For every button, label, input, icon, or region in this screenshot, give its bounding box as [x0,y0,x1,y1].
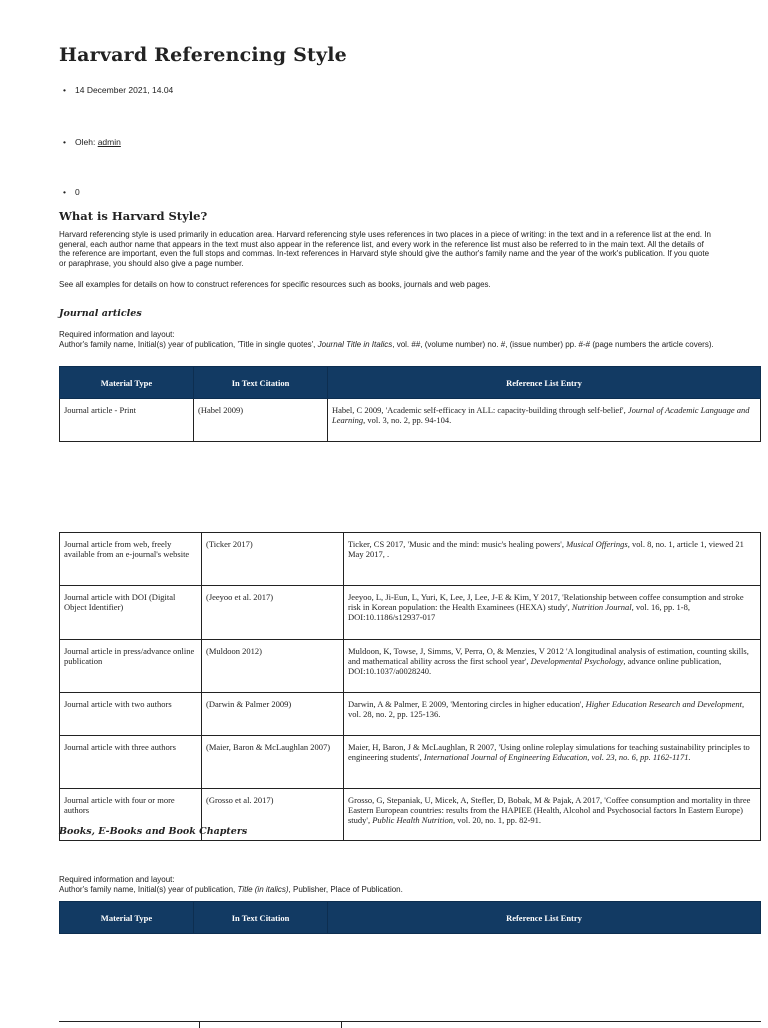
reference-entry: Muldoon, K, Towse, J, Simms, V, Perra, O, & Menzies, V 2012 'A longitudinal analysis of estimation, counting skills, and mathematical ability across the first school year', Developmental Psychology, advance online publication, DOI:10.1037/a0028240. [344,640,761,693]
reference-entry: Jeeyoo, L, Ji-Eun, L, Yuri, K, Lee, J, Lee, J-E & Kim, Y 2017, 'Relationship between coffee consumption and stroke risk in Korean population: the Health Examinees (HEXA) study', Nutrition Journal, vol. 16, pp. 1-8, DOI:10.1186/s12937-017 [344,586,761,640]
reference-entry: Maier, H, Baron, J & McLaughlan, R 2007, 'Using online roleplay simulations for teaching sustainability principles to engineering students', International Journal of Engineering Education, vol. 23, no. 6, pp. 1162-1171. [344,736,761,789]
in-text-citation: (Jeeyoo et al. 2017) [202,586,344,640]
meta-comments [63,187,80,197]
col-material-type: Material Type [60,902,194,934]
col-reference-list-entry: Reference List Entry [328,902,761,934]
table-row [60,533,761,586]
post-date: 14 December 2021, 14.04 [75,85,174,95]
table-header-row [60,902,761,934]
bullet-icon: • [63,85,66,95]
material-type: Journal article from web, freely available from an e-journal's website [60,533,202,586]
in-text-citation: (Ticker 2017) [202,533,344,586]
page-title: Harvard Referencing Style [59,44,347,66]
journal-table [59,366,761,442]
material-type: Journal article with DOI (Digital Object Identifier) [60,586,202,640]
bullet-icon: • [63,137,66,147]
journal-table-continued [59,532,761,841]
col-reference-list-entry: Reference List Entry [328,367,761,399]
books-layout [59,875,714,894]
in-text-citation: (Habel 2009) [194,399,328,442]
material-type: Journal article with three authors [60,736,202,789]
material-type: Journal article with two authors [60,693,202,736]
reference-entry: Grosso, G, Stepaniak, U, Micek, A, Stefler, D, Bobak, M & Pajak, A 2017, 'Coffee consumption and mortality in three Eastern European countries: results from the HAPIEE (Health, Alcohol and Psychosocial factors In Eastern Europe) study', Public Health Nutrition, vol. 20, no. 1, pp. 82-91. [344,789,761,841]
journal-layout-italic: Journal Title in Italics [317,339,393,349]
material-type: Journal article with four or more authors [60,789,202,841]
in-text-citation: (Maier, Baron & McLaughlan 2007) [202,736,344,789]
books-layout-italic: Title (in italics) [237,884,289,894]
books-required-label: Required information and layout: [59,875,175,884]
table-row [60,399,761,442]
books-heading: Books, E-Books and Book Chapters [59,826,248,837]
author-prefix: Oleh: [75,137,98,147]
examples-paragraph: See all examples for details on how to construct references for specific resources such as books, journals and web pages. [59,280,491,289]
journal-heading: Journal articles [59,308,142,319]
col-in-text-citation: In Text Citation [194,367,328,399]
journal-layout-text: Author's family name, Initial(s) year of publication, 'Title in single quotes', [59,339,318,349]
books-layout-text-end: , Publisher, Place of Publication. [288,884,403,894]
meta-date [63,85,174,95]
table-row [60,640,761,693]
books-table [59,901,761,934]
journal-layout [59,330,714,349]
meta-author [63,137,121,147]
comment-count: 0 [75,187,80,197]
col-in-text-citation: In Text Citation [194,902,328,934]
reference-entry: Ticker, CS 2017, 'Music and the mind: music's healing powers', Musical Offerings, vol. 8, no. 1, article 1, viewed 21 May 2017, . [344,533,761,586]
intro-paragraph: Harvard referencing style is used primarily in education area. Harvard referencing style uses references in two places in a piece of writing: in the text and in a reference list at the end. In general, each author name that appears in the text must also appear in the reference list, and every work in the reference list must also be referred to in the main text. All the details of the reference are important, even the full stops and commas. In-text references in Harvard style should give the author's family name and the year of the work's publication. If you quote or paraphrase, you should also give a page number. [59,230,711,269]
books-layout-text: Author's family name, Initial(s) year of publication, [59,884,238,894]
table-row [60,736,761,789]
table-header-row [60,367,761,399]
col-material-type: Material Type [60,367,194,399]
table-row [60,586,761,640]
journal-layout-text-end: , vol. ##, (volume number) no. #, (issue number) pp. #-# (page numbers the article covers). [392,339,714,349]
reference-entry: Habel, C 2009, 'Academic self-efficacy in ALL: capacity-building through self-belief', Journal of Academic Language and Learning, vol. 3, no. 2, pp. 94-104. [328,399,761,442]
material-type: Journal article - Print [60,399,194,442]
in-text-citation: (Darwin & Palmer 2009) [202,693,344,736]
material-type: Journal article in press/advance online publication [60,640,202,693]
author-link[interactable]: admin [97,137,121,147]
table-continuation-line [59,1021,761,1028]
section-heading: What is Harvard Style? [59,209,208,223]
bullet-icon: • [63,187,66,197]
journal-required-label: Required information and layout: [59,330,175,339]
table-row [60,693,761,736]
in-text-citation: (Grosso et al. 2017) [202,789,344,841]
in-text-citation: (Muldoon 2012) [202,640,344,693]
reference-entry: Darwin, A & Palmer, E 2009, 'Mentoring circles in higher education', Higher Education Research and Development, vol. 28, no. 2, pp. 125-136. [344,693,761,736]
